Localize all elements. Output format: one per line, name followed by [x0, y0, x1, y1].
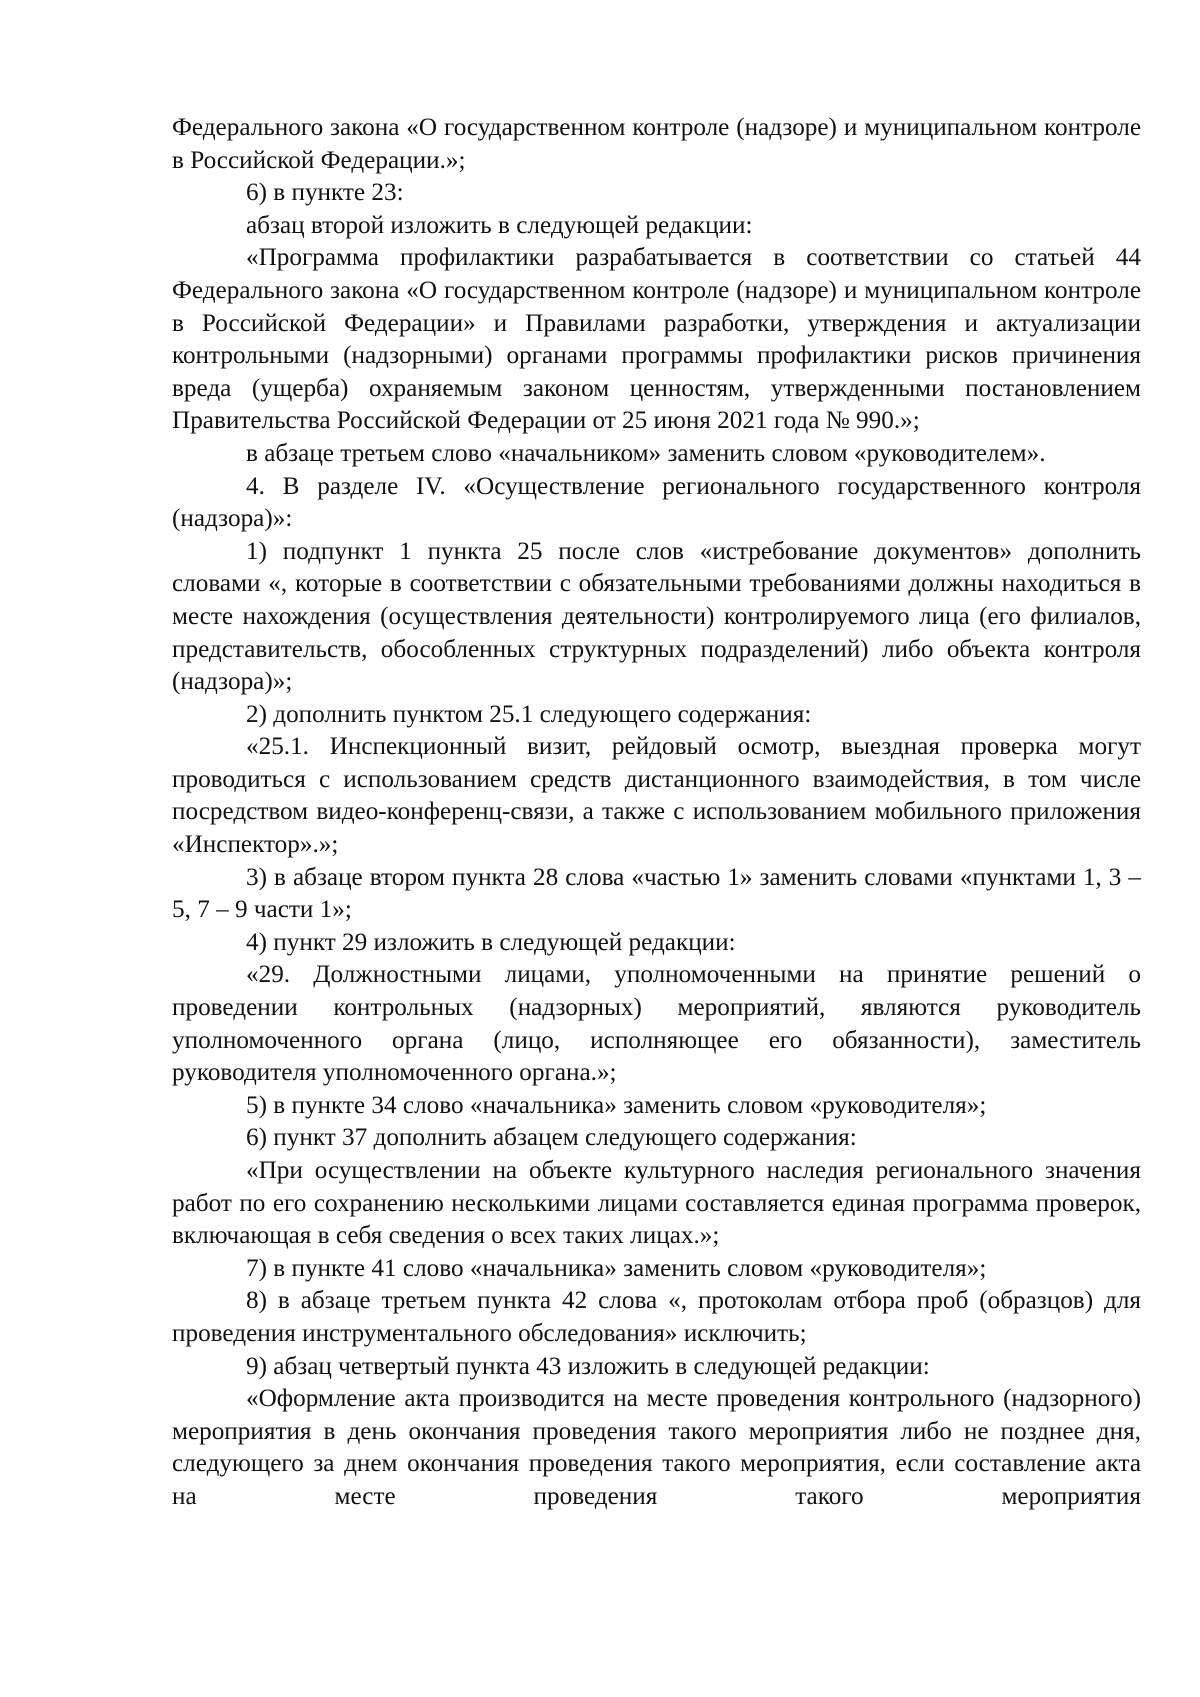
- document-body: [172, 112, 1141, 1514]
- paragraph: «25.1. Инспекционный визит, рейдовый осмотр, выездная проверка могут проводиться с использованием средств дистанционного взаимодействия, в том числе посредством видео-конференц-связи, а также с использованием мобильного приложения «Инспектор».»;: [172, 733, 1141, 859]
- paragraph: 4. В разделе IV. «Осуществление регионального государственного контроля (надзора)»:: [172, 472, 1141, 533]
- paragraph: 5) в пункте 34 слово «начальника» заменить словом «руководителя»;: [246, 1091, 987, 1119]
- paragraph: 7) в пункте 41 слово «начальника» заменить словом «руководителя»;: [246, 1254, 987, 1282]
- paragraph: 8) в абзаце третьем пункта 42 слова «, протоколам отбора проб (образцов) для проведения инструментального обследования» исключить;: [172, 1287, 1141, 1347]
- paragraph: «29. Должностными лицами, уполномоченными на принятие решений о проведении контрольных (надзорных) мероприятий, являются руководитель уполномоченного органа (лицо, исполняющее его обязанности), заместитель руководителя уполномоченного органа.»;: [172, 961, 1141, 1087]
- paragraph: Федерального закона «О государственном контроле (надзоре) и муниципальном контроле в Российской Федерации.»;: [172, 114, 1141, 174]
- paragraph: 6) в пункте 23:: [246, 179, 404, 207]
- paragraph: 1) подпункт 1 пункта 25 после слов «истребование документов» дополнить словами «, которые в соответствии с обязательными требованиями должны находиться в месте нахождения (осуществления деятельности) контролируемого лица (его филиалов, представительств, обособленных структурных подразделений) либо объекта контроля (надзора)»;: [172, 537, 1141, 696]
- paragraph: 9) абзац четвертый пункта 43 изложить в следующей редакции:: [246, 1352, 930, 1380]
- paragraph: 4) пункт 29 изложить в следующей редакции:: [246, 928, 736, 956]
- paragraph: 2) дополнить пунктом 25.1 следующего содержания:: [246, 700, 812, 728]
- paragraph: абзац второй изложить в следующей редакции:: [246, 211, 753, 239]
- paragraph: «Оформление акта производится на месте проведения контрольного (надзорного) мероприятия в день окончания проведения такого мероприятия либо не позднее дня, следующего за днем окончания проведения такого мероприятия, если составление акта на месте проведения такого мероприятия: [172, 1385, 1141, 1510]
- paragraph: «Программа профилактики разрабатывается в соответствии со статьей 44 Федерального закона «О государственном контроле (надзоре) и муниципальном контроле в Российской Федерации» и Правилами разработки, утверждения и актуализации контрольными (надзорными) органами программы профилактики рисков причинения вреда (ущерба) охраняемым законом ценностям, утвержденными постановлением Правительства Российской Федерации от 25 июня 2021 года № 990.»;: [172, 244, 1141, 435]
- paragraph: в абзаце третьем слово «начальником» заменить словом «руководителем».: [246, 439, 1046, 467]
- paragraph: 3) в абзаце втором пункта 28 слова «частью 1» заменить словами «пунктами 1, 3 – 5, 7 – 9 части 1»;: [172, 863, 1141, 924]
- paragraph: 6) пункт 37 дополнить абзацем следующего содержания:: [246, 1124, 857, 1152]
- paragraph: «При осуществлении на объекте культурного наследия регионального значения работ по его сохранению несколькими лицами составляется единая программа проверок, включающая в себя сведения о всех таких лицах.»;: [172, 1157, 1141, 1250]
